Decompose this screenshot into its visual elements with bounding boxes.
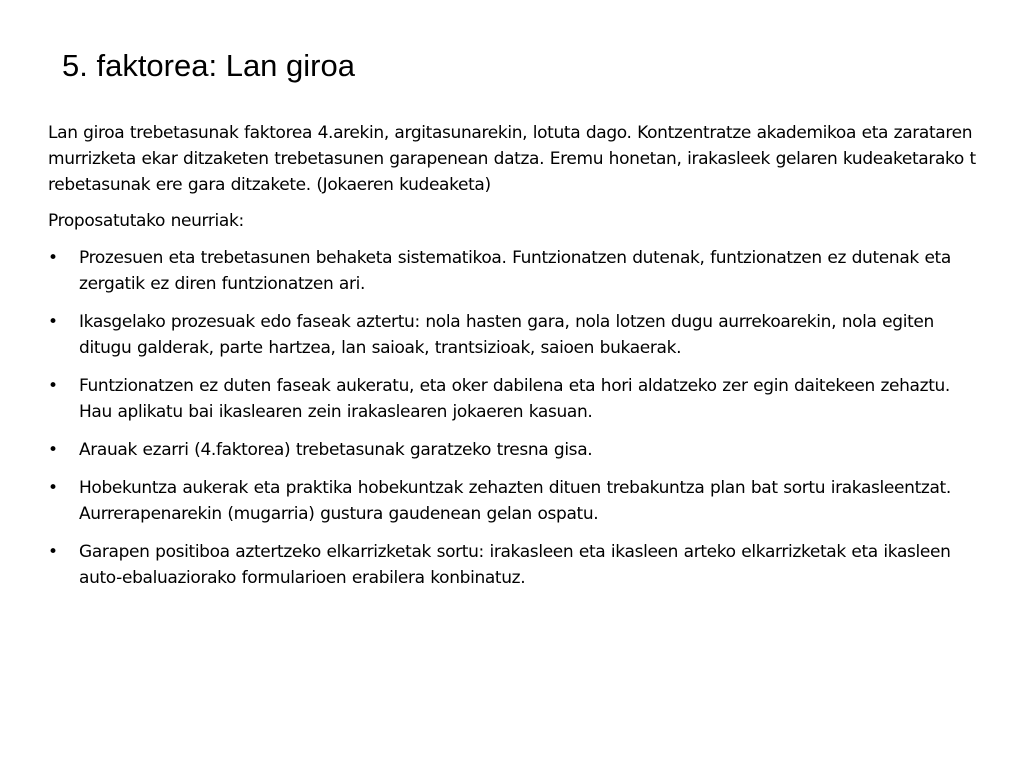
bullet-icon: • [48,440,58,460]
intro-paragraph: Lan giroa trebetasunak faktorea 4.arekin, argitasunarekin, lotuta dago. Kontzentratze akademikoa eta zarataren murrizketa ekar ditzaketen trebetasunen garapenean datza. Eremu honetan, irakasleek gelaren kudeaketarako trebetasunak ere gara ditzakete. (Jokaeren kudeaketa) [48,123,976,195]
bullet-icon: • [48,542,58,562]
bullet-icon: • [48,376,58,396]
proposals-list [48,245,978,591]
list-item-text: Hobekuntza aukerak eta praktika hobekuntzak zehazten dituen trebakuntza plan bat sortu irakasleentzat. Aurrerapenarekin (mugarria) gustura gaudenean gelan ospatu. [79,478,951,524]
list-item [48,539,978,591]
list-item-text: Prozesuen eta trebetasunen behaketa sistematikoa. Funtzionatzen dutenak, funtzionatzen ez dutenak eta zergatik ez diren funtzionatzen ari. [79,248,951,294]
bullet-icon: • [48,478,58,498]
slide-title: 5. faktorea: Lan giroa [62,48,355,83]
list-item-text: Garapen positiboa aztertzeko elkarrizketak sortu: irakasleen eta ikasleen arteko elkarrizketak eta ikasleen auto-ebaluaziorako formularioen erabilera konbinatuz. [79,542,951,588]
list-item [48,475,978,527]
slide-body [48,120,978,603]
list-item-text: Arauak ezarri (4.faktorea) trebetasunak garatzeko tresna gisa. [79,440,593,460]
list-item-text: Ikasgelako prozesuak edo faseak aztertu: nola hasten gara, nola lotzen dugu aurrekoarekin, nola egiten ditugu galderak, parte hartzea, lan saioak, trantsizioak, saioen bukaerak. [79,312,934,358]
list-item [48,309,978,361]
proposals-label: Proposatutako neurriak: [48,211,244,231]
list-item [48,245,978,297]
list-item [48,437,978,463]
bullet-icon: • [48,248,58,268]
list-item-text: Funtzionatzen ez duten faseak aukeratu, eta oker dabilena eta hori aldatzeko zer egin daitekeen zehaztu. Hau aplikatu bai ikaslearen zein irakaslearen jokaeren kasuan. [79,376,950,422]
list-item [48,373,978,425]
bullet-icon: • [48,312,58,332]
